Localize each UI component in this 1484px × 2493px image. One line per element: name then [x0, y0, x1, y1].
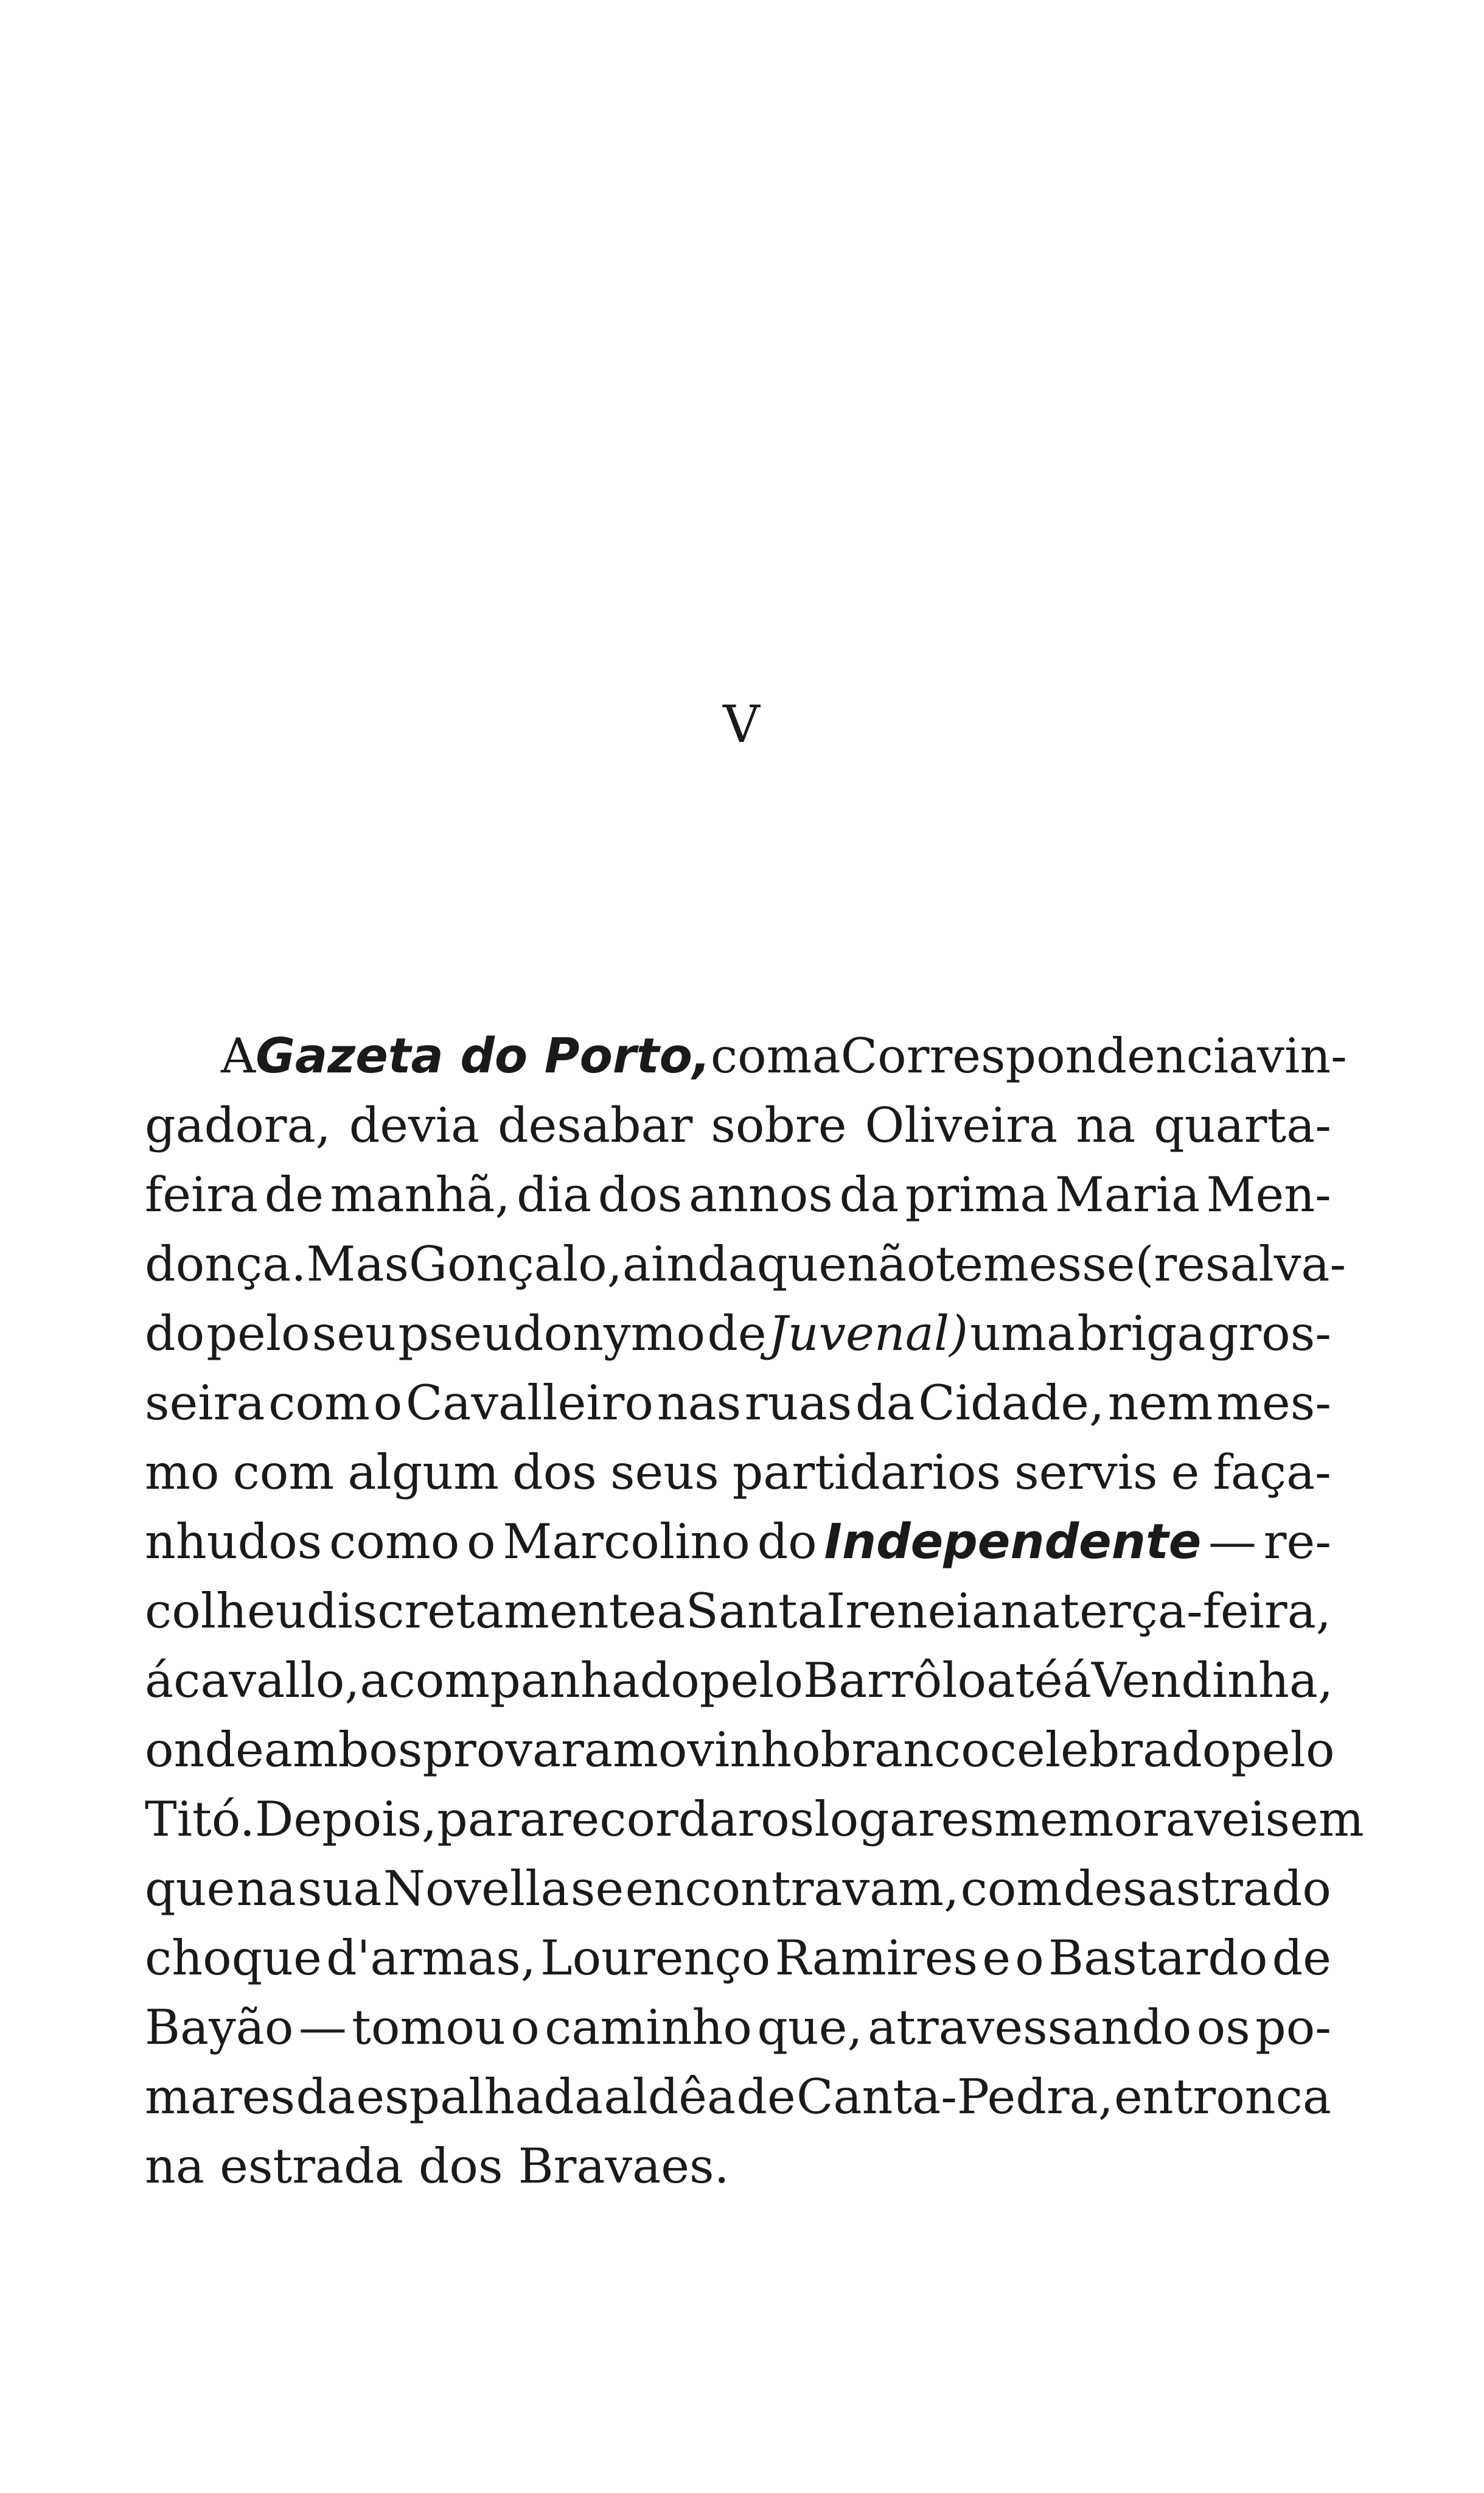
text-line [145, 1854, 1331, 1923]
word: gros- [1207, 1306, 1331, 1362]
word: Santa [685, 1583, 826, 1639]
word: Vendinha, [1091, 1652, 1334, 1708]
word: provaram [422, 1722, 658, 1778]
word: na [1076, 1097, 1136, 1153]
word: re- [1263, 1514, 1331, 1570]
word: sobre [711, 1097, 847, 1153]
word: nem [1107, 1375, 1213, 1431]
word: com [232, 1444, 335, 1500]
word: Bayão [145, 1999, 294, 2055]
word: com [960, 1861, 1062, 1917]
word: Novella [383, 1861, 570, 1917]
word: memoraveis [994, 1791, 1291, 1847]
word: ruas [744, 1375, 852, 1431]
word: espalhada [356, 2069, 604, 2125]
word: de [1272, 1930, 1331, 1986]
word: na [1000, 1583, 1061, 1639]
word: á [145, 1652, 174, 1708]
word: da [855, 1375, 915, 1431]
word: Cavalleiro [405, 1375, 653, 1431]
word: Marcolino [503, 1514, 750, 1570]
word: os [761, 1791, 815, 1847]
word: seira [145, 1375, 265, 1431]
word: vinho [687, 1722, 821, 1778]
word: devia [349, 1097, 480, 1153]
text-line [145, 1160, 1331, 1229]
word: pelo [1231, 1722, 1335, 1778]
word: feira [145, 1167, 259, 1223]
word: e [1171, 1444, 1200, 1500]
text-line [145, 1646, 1334, 1715]
word: entronca [1114, 2069, 1331, 2125]
text-line [145, 1576, 1331, 1646]
word: Correspondencia [840, 1028, 1258, 1084]
pseudonym: Juvenal) [768, 1306, 968, 1362]
word: dos [418, 2138, 503, 2194]
word: mes- [1216, 1375, 1331, 1431]
word: annos [688, 1167, 833, 1223]
word: colheu [145, 1583, 307, 1639]
word: o [373, 1375, 403, 1431]
word: de [264, 1167, 324, 1223]
word: Barrôlo [803, 1652, 987, 1708]
word: — [1208, 1514, 1257, 1570]
word: seus [610, 1444, 719, 1500]
word: com [268, 1375, 370, 1431]
word: discretamente [306, 1583, 657, 1639]
word: dos [512, 1444, 597, 1500]
word: faça- [1213, 1444, 1331, 1500]
word: como [329, 1514, 460, 1570]
word: po- [1255, 1999, 1331, 2055]
word: atravessando [868, 1999, 1192, 2055]
word: Oliveira [865, 1097, 1058, 1153]
word: partidarios [732, 1444, 1001, 1500]
word: nas [657, 1375, 742, 1431]
word: Bastardo [1048, 1930, 1268, 1986]
text-line [145, 1021, 1347, 1091]
word: de [736, 2069, 796, 2125]
word: que [145, 1861, 235, 1917]
newspaper-title: Independente [824, 1514, 1202, 1570]
word: o [510, 1999, 540, 2055]
word: prima [905, 1167, 1049, 1223]
word: terça-feira, [1060, 1583, 1331, 1639]
text-line [145, 1785, 1364, 1854]
word: mo [145, 1444, 220, 1500]
word: dos [597, 1167, 683, 1223]
word: o [467, 1514, 496, 1570]
word: Maria [1054, 1167, 1200, 1223]
word: o [1015, 1930, 1044, 1986]
text-line [145, 1923, 1331, 1993]
word: o [658, 1722, 688, 1778]
word: quarta- [1154, 1097, 1331, 1153]
word: temesse [935, 1236, 1135, 1292]
word: Lourenço [540, 1930, 771, 1986]
word: na [236, 1861, 296, 1917]
word: uma [970, 1306, 1076, 1362]
word: para [437, 1791, 548, 1847]
word: estrada [220, 2138, 403, 2194]
word: Ramires [775, 1930, 978, 1986]
word: seu [312, 1306, 396, 1362]
word: Men- [1206, 1167, 1331, 1223]
word: que [756, 1236, 847, 1292]
text-line [145, 1507, 1331, 1576]
word: onde [145, 1722, 264, 1778]
word: donça. [145, 1236, 307, 1292]
word: da [296, 2069, 355, 2125]
word: branco [820, 1722, 990, 1778]
word: aldêa [604, 2069, 736, 2125]
text-line [145, 2062, 1331, 2131]
word: algum [347, 1444, 500, 1500]
word: d'armas, [326, 1930, 536, 1986]
word: (resalva- [1135, 1236, 1346, 1292]
word: dia [517, 1167, 592, 1223]
word: em [1290, 1791, 1364, 1847]
word: caminho [545, 1999, 752, 2055]
word: Mas [306, 1236, 409, 1292]
word: com [710, 1028, 812, 1084]
word: ambos [263, 1722, 423, 1778]
word: pseudonymo [398, 1306, 706, 1362]
word: choque [145, 1930, 322, 1986]
word: se [570, 1861, 624, 1917]
word: Bravaes. [518, 2138, 730, 2194]
word: encontravam, [625, 1861, 960, 1917]
text-line [145, 1715, 1335, 1785]
word: não [846, 1236, 936, 1292]
word: pelo [699, 1652, 804, 1708]
word: Canta-Pedra, [796, 2069, 1113, 2125]
word: Gonçalo, [409, 1236, 622, 1292]
word: desastrado [1063, 1861, 1331, 1917]
word: tomou [352, 1999, 506, 2055]
word: A [221, 1028, 256, 1084]
word: Ireneia [826, 1583, 1000, 1639]
chapter-number: V [723, 694, 761, 754]
word: até [986, 1652, 1063, 1708]
word: pelo [206, 1306, 310, 1362]
word: gadora, [145, 1097, 331, 1153]
chapter-text [145, 1021, 1364, 2201]
word: e [982, 1930, 1011, 1986]
word: da [839, 1167, 899, 1223]
word: Cidade, [918, 1375, 1105, 1431]
word: Depois, [255, 1791, 437, 1847]
newspaper-title: Gazeta do Porto, [256, 1028, 711, 1084]
word: a [657, 1583, 686, 1639]
word: servis [1014, 1444, 1158, 1500]
word: Titó. [145, 1791, 255, 1847]
text-line [145, 1229, 1346, 1299]
word: de [707, 1306, 767, 1362]
text-line [145, 1368, 1331, 1438]
word: briga [1077, 1306, 1206, 1362]
text-line [145, 2131, 1331, 2201]
text-line [145, 1438, 1331, 1507]
word: que, [757, 1999, 863, 2055]
word: a [812, 1028, 841, 1084]
word: mares [145, 2069, 296, 2125]
word: manhã, [330, 1167, 510, 1223]
word: ainda [622, 1236, 757, 1292]
word: do [145, 1306, 205, 1362]
word: nhudos [145, 1514, 322, 1570]
text-line [145, 1993, 1331, 2062]
word: sua [297, 1861, 382, 1917]
word: celebrado [989, 1722, 1231, 1778]
word: vin- [1257, 1028, 1347, 1084]
word: recordar [548, 1791, 761, 1847]
word: desabar [497, 1097, 693, 1153]
word: á [1062, 1652, 1092, 1708]
word: cavallo, [173, 1652, 360, 1708]
text-line [145, 1091, 1331, 1160]
text-line [145, 1299, 1331, 1368]
word: do [757, 1514, 817, 1570]
word: na [145, 2138, 204, 2194]
word: acompanhado [360, 1652, 700, 1708]
word: — [298, 1999, 347, 2055]
word: logares [814, 1791, 994, 1847]
word: os [1196, 1999, 1250, 2055]
